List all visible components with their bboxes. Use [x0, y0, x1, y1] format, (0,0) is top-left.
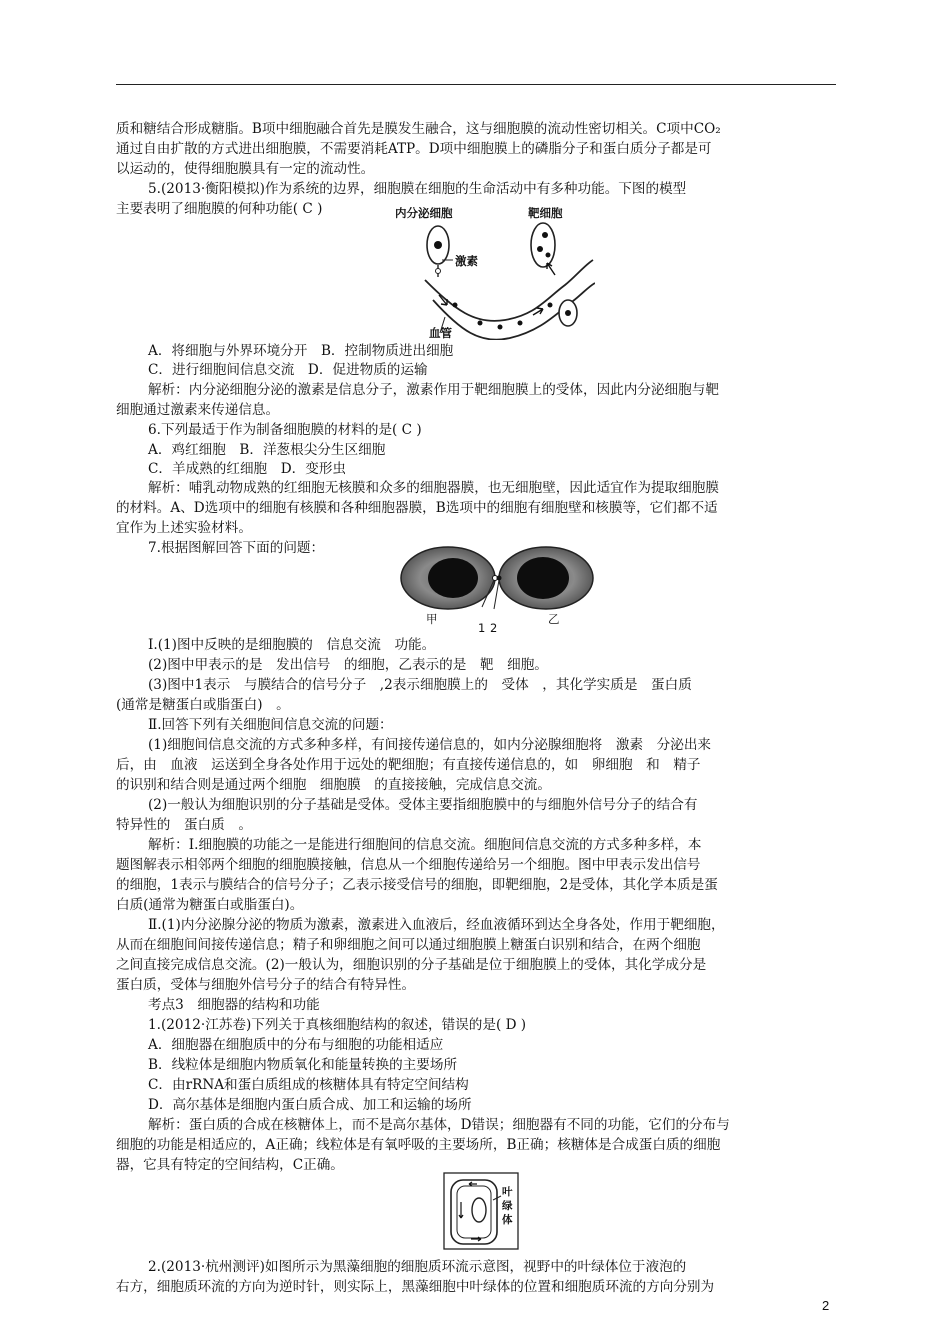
text-line: (3)图中1表示 与膜结合的信号分子 ,2表示细胞膜上的 受体 ，其化学实质是 蛋白质	[148, 677, 692, 693]
label-target-cell: 靶细胞	[528, 206, 563, 220]
text-line: 蛋白质，受体与细胞外信号分子的结合有特异性。	[116, 977, 416, 993]
text-line: Ⅱ.(1)内分泌腺分泌的物质为激素，激素进入血液后，经血液循环到达全身各处，作用于靶细胞，	[148, 917, 725, 933]
text-line: 考点3 细胞器的结构和功能	[148, 997, 320, 1013]
text-line: B．线粒体是细胞内物质氧化和能量转换的主要场所	[148, 1057, 458, 1073]
text-line: 5.(2013·衡阳模拟)作为系统的边界，细胞膜在细胞的生命活动中有多种功能。下图的模型	[148, 181, 687, 197]
label-chloroplast-2: 绿	[502, 1200, 513, 1212]
text-line: 细胞的功能是相适应的，A正确；线粒体是有氧呼吸的主要场所，B正确；核糖体是合成蛋白质的细胞	[116, 1137, 721, 1153]
text-line: C．由rRNA和蛋白质组成的核糖体具有特定空间结构	[148, 1077, 469, 1093]
text-line: Ⅰ.(1)图中反映的是细胞膜的 信息交流 功能。	[148, 637, 436, 653]
text-line: C．进行细胞间信息交流 D．促进物质的运输	[148, 362, 428, 378]
text-line: 解析：哺乳动物成熟的红细胞无核膜和众多的细胞器膜，也无细胞壁，因此适宜作为提取细胞膜	[148, 480, 719, 496]
text-line: 解析：内分泌细胞分泌的激素是信息分子，激素作用于靶细胞膜上的受体，因此内分泌细胞与靶	[148, 382, 719, 398]
text-line: 从而在细胞间间接传递信息；精子和卵细胞之间可以通过细胞膜上糖蛋白识别和结合，在两个细胞	[116, 937, 701, 953]
text-line: 1.(2012·江苏卷)下列关于真核细胞结构的叙述，错误的是( D )	[148, 1017, 527, 1033]
label-blood-vessel: 血管	[429, 326, 452, 340]
text-line: 宜作为上述实验材料。	[116, 520, 252, 536]
header-rule	[116, 84, 836, 85]
text-line: Ⅱ.回答下列有关细胞间信息交流的问题：	[148, 717, 393, 733]
text-line: A．细胞器在细胞质中的分布与细胞的功能相适应	[148, 1037, 444, 1053]
text-line: 的材料。A、D选项中的细胞有核膜和各种细胞器膜，B选项中的细胞有细胞壁和核膜等，它们都不适	[116, 500, 718, 516]
text-line: 后，由 血液 运送到全身各处作用于远处的靶细胞；有直接传递信息的，如 卵细胞 和 精子	[116, 757, 701, 773]
label-hormone: 激素	[455, 254, 478, 268]
text-line: 通过自由扩散的方式进出细胞膜，不需要消耗ATP。D项中细胞膜上的磷脂分子和蛋白质分子都是可	[116, 141, 712, 157]
label-cell-yi: 乙	[548, 612, 560, 626]
page-number: 2	[822, 1298, 830, 1313]
text-line: 以运动的，使得细胞膜具有一定的流动性。	[116, 161, 375, 177]
label-number-1: 1	[478, 621, 486, 635]
text-line: D．高尔基体是细胞内蛋白质合成、加工和运输的场所	[148, 1097, 472, 1113]
text-line: A．鸡红细胞 B．洋葱根尖分生区细胞	[148, 442, 386, 458]
text-line: (2)图中甲表示的是 发出信号 的细胞，乙表示的是 靶 细胞。	[148, 657, 548, 673]
figure-hormone-signaling	[395, 205, 595, 340]
text-line: 解析：Ⅰ.细胞膜的功能之一是能进行细胞间的信息交流。细胞间信息交流的方式多种多样，本	[148, 837, 702, 853]
text-line: 右方，细胞质环流的方向为逆时针，则实际上，黑藻细胞中叶绿体的位置和细胞质环流的方向分别为	[116, 1279, 715, 1295]
figure-cell-contact	[398, 545, 598, 637]
text-line: A．将细胞与外界环境分开 B．控制物质进出细胞	[148, 343, 454, 359]
label-endocrine-cell: 内分泌细胞	[395, 206, 453, 220]
text-line: 7.根据图解回答下面的问题：	[148, 540, 325, 556]
text-line: 题图解表示相邻两个细胞的细胞膜接触，信息从一个细胞传递给另一个细胞。图中甲表示发出信号	[116, 857, 701, 873]
label-chloroplast-3: 体	[502, 1214, 513, 1226]
text-line: 解析：蛋白质的合成在核糖体上，而不是高尔基体，D错误；细胞器有不同的功能，它们的分布与	[148, 1117, 730, 1133]
text-line: 白质(通常为糖蛋白或脂蛋白)。	[116, 897, 304, 913]
label-number-2: 2	[490, 621, 498, 635]
text-line: 器，它具有特定的空间结构，C正确。	[116, 1157, 344, 1173]
figure-cytoplasm-streaming	[443, 1172, 519, 1250]
text-line: (2)一般认为细胞识别的分子基础是受体。受体主要指细胞膜中的与细胞外信号分子的结合有	[148, 797, 698, 813]
hormone-diagram-image	[395, 205, 595, 340]
text-line: 的识别和结合则是通过两个细胞 细胞膜 的直接接触，完成信息交流。	[116, 777, 551, 793]
text-line: 质和糖结合形成糖脂。B项中细胞融合首先是膜发生融合，这与细胞膜的流动性密切相关。C项中CO₂	[116, 121, 721, 137]
text-line: 6.下列最适于作为制备细胞膜的材料的是( C )	[148, 422, 422, 438]
text-line: C．羊成熟的红细胞 D．变形虫	[148, 461, 347, 477]
text-line: 主要表明了细胞膜的何种功能( C )	[116, 201, 323, 217]
text-line: (通常是糖蛋白或脂蛋白) 。	[116, 697, 290, 713]
text-line: 的细胞，1表示与膜结合的信号分子；乙表示接受信号的细胞，即靶细胞，2是受体，其化学本质是蛋	[116, 877, 718, 893]
label-cell-jia: 甲	[426, 612, 438, 626]
text-line: 细胞通过激素来传递信息。	[116, 402, 280, 418]
text-line: (1)细胞间信息交流的方式多种多样，有间接传递信息的，如内分泌腺细胞将 激素 分泌出来	[148, 737, 712, 753]
label-chloroplast-1: 叶	[502, 1186, 513, 1198]
text-line: 2.(2013·杭州测评)如图所示为黑藻细胞的细胞质环流示意图，视野中的叶绿体位于液泡的	[148, 1259, 687, 1275]
text-line: 之间直接完成信息交流。(2)一般认为，细胞识别的分子基础是位于细胞膜上的受体，其化学成分是	[116, 957, 707, 973]
text-line: 特异性的 蛋白质 。	[116, 817, 252, 833]
